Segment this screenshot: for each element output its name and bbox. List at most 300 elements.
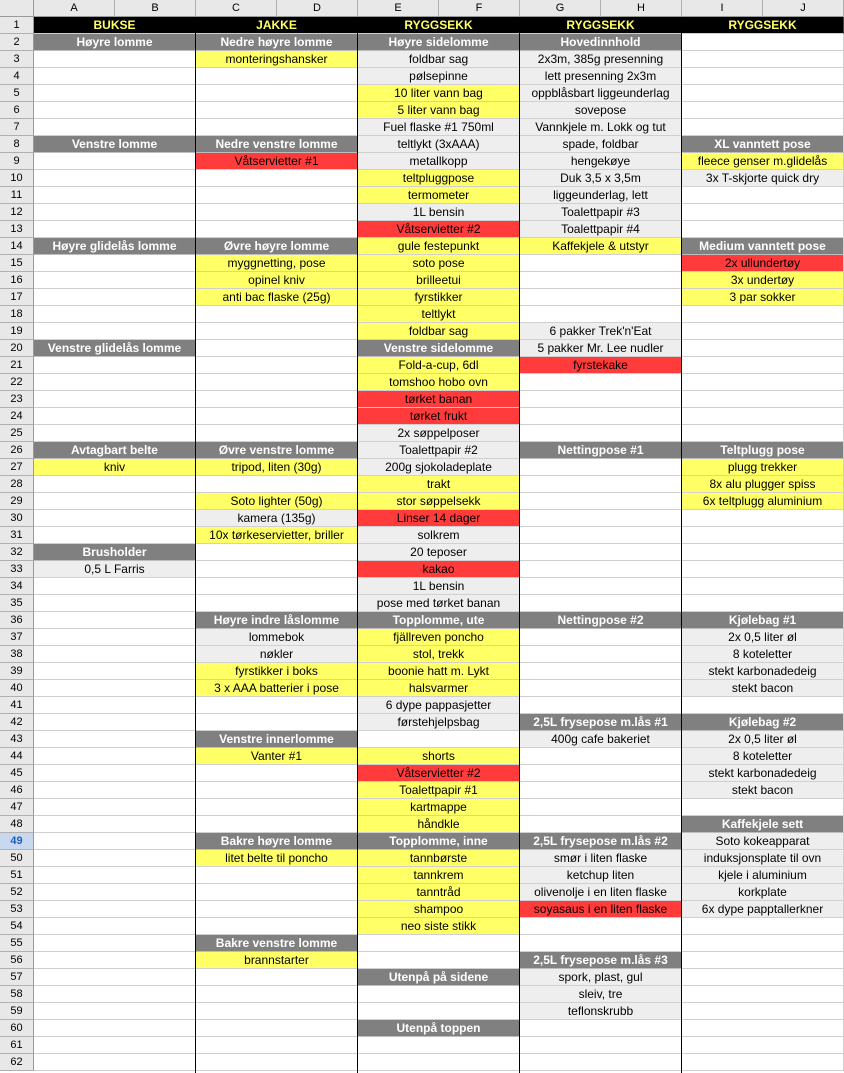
row-header-16[interactable]: 16 <box>0 272 34 289</box>
row-header-19[interactable]: 19 <box>0 323 34 340</box>
empty-cell[interactable] <box>682 323 844 340</box>
row-header-44[interactable]: 44 <box>0 748 34 765</box>
empty-cell[interactable] <box>196 697 358 714</box>
row-header-10[interactable]: 10 <box>0 170 34 187</box>
empty-cell[interactable] <box>682 986 844 1003</box>
item-cell[interactable]: kjele i aluminium <box>682 867 844 884</box>
item-cell[interactable]: 3 par sokker <box>682 289 844 306</box>
row-header-26[interactable]: 26 <box>0 442 34 459</box>
item-cell[interactable]: anti bac flaske (25g) <box>196 289 358 306</box>
empty-cell[interactable] <box>196 901 358 918</box>
item-cell[interactable]: korkplate <box>682 884 844 901</box>
row-header-42[interactable]: 42 <box>0 714 34 731</box>
item-cell[interactable]: teflonskrubb <box>520 1003 682 1020</box>
item-cell[interactable]: Kaffekjele & utstyr <box>520 238 682 255</box>
empty-cell[interactable] <box>682 340 844 357</box>
item-cell[interactable]: Fold-a-cup, 6dl <box>358 357 520 374</box>
row-header-61[interactable]: 61 <box>0 1037 34 1054</box>
section-title-cell[interactable]: Avtagbart belte <box>34 442 196 459</box>
empty-cell[interactable] <box>520 527 682 544</box>
empty-cell[interactable] <box>34 663 196 680</box>
group-header-1[interactable]: JAKKE <box>196 17 358 34</box>
empty-cell[interactable] <box>682 68 844 85</box>
item-cell[interactable]: brilleetui <box>358 272 520 289</box>
empty-cell[interactable] <box>196 374 358 391</box>
item-cell[interactable]: kniv <box>34 459 196 476</box>
item-cell[interactable]: Våtservietter #1 <box>196 153 358 170</box>
empty-cell[interactable] <box>520 765 682 782</box>
item-cell[interactable]: stekt karbonadedeig <box>682 765 844 782</box>
empty-cell[interactable] <box>682 391 844 408</box>
empty-cell[interactable] <box>682 799 844 816</box>
item-cell[interactable]: Soto lighter (50g) <box>196 493 358 510</box>
empty-cell[interactable] <box>196 170 358 187</box>
empty-cell[interactable] <box>196 85 358 102</box>
item-cell[interactable]: tannkrem <box>358 867 520 884</box>
empty-cell[interactable] <box>520 510 682 527</box>
row-header-2[interactable]: 2 <box>0 34 34 51</box>
item-cell[interactable]: 200g sjokoladeplate <box>358 459 520 476</box>
empty-cell[interactable] <box>520 1037 682 1054</box>
item-cell[interactable]: Våtservietter #2 <box>358 765 520 782</box>
row-header-22[interactable]: 22 <box>0 374 34 391</box>
item-cell[interactable]: 0,5 L Farris <box>34 561 196 578</box>
column-header-d[interactable]: D <box>277 0 358 17</box>
item-cell[interactable]: gule festepunkt <box>358 238 520 255</box>
empty-cell[interactable] <box>34 187 196 204</box>
empty-cell[interactable] <box>196 357 358 374</box>
item-cell[interactable]: tørket banan <box>358 391 520 408</box>
empty-cell[interactable] <box>682 527 844 544</box>
empty-cell[interactable] <box>520 425 682 442</box>
empty-cell[interactable] <box>34 731 196 748</box>
item-cell[interactable]: Linser 14 dager <box>358 510 520 527</box>
empty-cell[interactable] <box>682 51 844 68</box>
empty-cell[interactable] <box>682 969 844 986</box>
empty-cell[interactable] <box>34 476 196 493</box>
row-header-27[interactable]: 27 <box>0 459 34 476</box>
item-cell[interactable]: Vannkjele m. Lokk og tut <box>520 119 682 136</box>
empty-cell[interactable] <box>196 918 358 935</box>
empty-cell[interactable] <box>196 969 358 986</box>
row-header-46[interactable]: 46 <box>0 782 34 799</box>
empty-cell[interactable] <box>520 697 682 714</box>
empty-cell[interactable] <box>682 578 844 595</box>
column-header-i[interactable]: I <box>682 0 763 17</box>
item-cell[interactable]: Våtservietter #2 <box>358 221 520 238</box>
empty-cell[interactable] <box>196 408 358 425</box>
empty-cell[interactable] <box>34 578 196 595</box>
item-cell[interactable]: Toalettpapir #2 <box>358 442 520 459</box>
row-header-54[interactable]: 54 <box>0 918 34 935</box>
empty-cell[interactable] <box>196 476 358 493</box>
empty-cell[interactable] <box>196 68 358 85</box>
row-header-36[interactable]: 36 <box>0 612 34 629</box>
item-cell[interactable]: 10 liter vann bag <box>358 85 520 102</box>
row-header-58[interactable]: 58 <box>0 986 34 1003</box>
empty-cell[interactable] <box>682 425 844 442</box>
empty-cell[interactable] <box>520 748 682 765</box>
item-cell[interactable]: sleiv, tre <box>520 986 682 1003</box>
empty-cell[interactable] <box>196 1003 358 1020</box>
empty-cell[interactable] <box>34 697 196 714</box>
column-header-j[interactable]: J <box>763 0 844 17</box>
empty-cell[interactable] <box>34 1020 196 1037</box>
item-cell[interactable]: Vanter #1 <box>196 748 358 765</box>
row-header-4[interactable]: 4 <box>0 68 34 85</box>
item-cell[interactable]: fjällreven poncho <box>358 629 520 646</box>
section-title-cell[interactable]: Høyre lomme <box>34 34 196 51</box>
empty-cell[interactable] <box>520 578 682 595</box>
section-title-cell[interactable]: Teltplugg pose <box>682 442 844 459</box>
section-title-cell[interactable]: Bakre høyre lomme <box>196 833 358 850</box>
row-header-48[interactable]: 48 <box>0 816 34 833</box>
empty-cell[interactable] <box>34 272 196 289</box>
section-title-cell[interactable]: Nettingpose #2 <box>520 612 682 629</box>
empty-cell[interactable] <box>196 884 358 901</box>
item-cell[interactable]: trakt <box>358 476 520 493</box>
item-cell[interactable]: fyrstikker <box>358 289 520 306</box>
empty-cell[interactable] <box>196 1054 358 1071</box>
item-cell[interactable]: Duk 3,5 x 3,5m <box>520 170 682 187</box>
item-cell[interactable]: metallkopp <box>358 153 520 170</box>
item-cell[interactable]: soto pose <box>358 255 520 272</box>
row-header-49[interactable]: 49 <box>0 833 34 850</box>
column-header-g[interactable]: G <box>520 0 601 17</box>
row-header-52[interactable]: 52 <box>0 884 34 901</box>
item-cell[interactable]: 20 teposer <box>358 544 520 561</box>
item-cell[interactable]: førstehjelpsbag <box>358 714 520 731</box>
empty-cell[interactable] <box>34 289 196 306</box>
item-cell[interactable]: liggeunderlag, lett <box>520 187 682 204</box>
item-cell[interactable]: 10x tørkeservietter, briller <box>196 527 358 544</box>
column-header-c[interactable]: C <box>196 0 277 17</box>
item-cell[interactable]: tannbørste <box>358 850 520 867</box>
empty-cell[interactable] <box>34 153 196 170</box>
item-cell[interactable]: 6x teltplugg aluminium <box>682 493 844 510</box>
item-cell[interactable]: 2x3m, 385g presenning <box>520 51 682 68</box>
empty-cell[interactable] <box>196 544 358 561</box>
empty-cell[interactable] <box>682 1054 844 1071</box>
empty-cell[interactable] <box>358 986 520 1003</box>
group-header-2[interactable]: RYGGSEKK <box>358 17 520 34</box>
column-header-a[interactable]: A <box>34 0 115 17</box>
row-header-14[interactable]: 14 <box>0 238 34 255</box>
empty-cell[interactable] <box>682 102 844 119</box>
item-cell[interactable]: 3x T-skjorte quick dry <box>682 170 844 187</box>
empty-cell[interactable] <box>34 1054 196 1071</box>
row-header-7[interactable]: 7 <box>0 119 34 136</box>
empty-cell[interactable] <box>520 561 682 578</box>
item-cell[interactable]: opinel kniv <box>196 272 358 289</box>
empty-cell[interactable] <box>34 952 196 969</box>
item-cell[interactable]: halsvarmer <box>358 680 520 697</box>
empty-cell[interactable] <box>34 612 196 629</box>
item-cell[interactable]: brannstarter <box>196 952 358 969</box>
empty-cell[interactable] <box>196 102 358 119</box>
empty-cell[interactable] <box>358 1003 520 1020</box>
item-cell[interactable]: stekt bacon <box>682 680 844 697</box>
empty-cell[interactable] <box>682 935 844 952</box>
empty-cell[interactable] <box>520 918 682 935</box>
item-cell[interactable]: lommebok <box>196 629 358 646</box>
empty-cell[interactable] <box>196 714 358 731</box>
empty-cell[interactable] <box>34 867 196 884</box>
empty-cell[interactable] <box>682 918 844 935</box>
section-title-cell[interactable]: Brusholder <box>34 544 196 561</box>
row-header-57[interactable]: 57 <box>0 969 34 986</box>
row-header-40[interactable]: 40 <box>0 680 34 697</box>
row-header-1[interactable]: 1 <box>0 17 34 34</box>
row-header-50[interactable]: 50 <box>0 850 34 867</box>
item-cell[interactable]: soyasaus i en liten flaske <box>520 901 682 918</box>
empty-cell[interactable] <box>520 476 682 493</box>
empty-cell[interactable] <box>682 595 844 612</box>
empty-cell[interactable] <box>196 765 358 782</box>
row-header-23[interactable]: 23 <box>0 391 34 408</box>
empty-cell[interactable] <box>196 816 358 833</box>
empty-cell[interactable] <box>34 765 196 782</box>
row-header-30[interactable]: 30 <box>0 510 34 527</box>
item-cell[interactable]: kamera (135g) <box>196 510 358 527</box>
row-header-13[interactable]: 13 <box>0 221 34 238</box>
item-cell[interactable]: litet belte til poncho <box>196 850 358 867</box>
empty-cell[interactable] <box>34 986 196 1003</box>
section-title-cell[interactable]: Venstre lomme <box>34 136 196 153</box>
row-header-20[interactable]: 20 <box>0 340 34 357</box>
section-title-cell[interactable]: Medium vanntett pose <box>682 238 844 255</box>
item-cell[interactable]: solkrem <box>358 527 520 544</box>
empty-cell[interactable] <box>682 510 844 527</box>
empty-cell[interactable] <box>196 425 358 442</box>
item-cell[interactable]: 5 pakker Mr. Lee nudler <box>520 340 682 357</box>
empty-cell[interactable] <box>520 629 682 646</box>
row-header-28[interactable]: 28 <box>0 476 34 493</box>
item-cell[interactable]: Toalettpapir #4 <box>520 221 682 238</box>
empty-cell[interactable] <box>34 680 196 697</box>
empty-cell[interactable] <box>34 714 196 731</box>
item-cell[interactable]: 3 x AAA batterier i pose <box>196 680 358 697</box>
row-header-43[interactable]: 43 <box>0 731 34 748</box>
item-cell[interactable]: stol, trekk <box>358 646 520 663</box>
item-cell[interactable]: 6 dype pappasjetter <box>358 697 520 714</box>
empty-cell[interactable] <box>520 306 682 323</box>
row-header-3[interactable]: 3 <box>0 51 34 68</box>
item-cell[interactable]: teltlykt <box>358 306 520 323</box>
section-title-cell[interactable]: Nettingpose #1 <box>520 442 682 459</box>
empty-cell[interactable] <box>34 51 196 68</box>
empty-cell[interactable] <box>196 578 358 595</box>
item-cell[interactable]: Fuel flaske #1 750ml <box>358 119 520 136</box>
empty-cell[interactable] <box>682 374 844 391</box>
item-cell[interactable]: shorts <box>358 748 520 765</box>
empty-cell[interactable] <box>520 391 682 408</box>
item-cell[interactable]: oppblåsbart liggeunderlag <box>520 85 682 102</box>
row-header-62[interactable]: 62 <box>0 1054 34 1071</box>
section-title-cell[interactable]: Kaffekjele sett <box>682 816 844 833</box>
group-header-3[interactable]: RYGGSEKK <box>520 17 682 34</box>
empty-cell[interactable] <box>34 102 196 119</box>
empty-cell[interactable] <box>520 408 682 425</box>
item-cell[interactable]: foldbar sag <box>358 323 520 340</box>
row-header-29[interactable]: 29 <box>0 493 34 510</box>
empty-cell[interactable] <box>34 323 196 340</box>
item-cell[interactable]: Toalettpapir #3 <box>520 204 682 221</box>
column-header-b[interactable]: B <box>115 0 196 17</box>
empty-cell[interactable] <box>196 204 358 221</box>
empty-cell[interactable] <box>196 340 358 357</box>
item-cell[interactable]: boonie hatt m. Lykt <box>358 663 520 680</box>
item-cell[interactable]: spade, foldbar <box>520 136 682 153</box>
empty-cell[interactable] <box>34 510 196 527</box>
empty-cell[interactable] <box>520 816 682 833</box>
item-cell[interactable]: stekt karbonadedeig <box>682 663 844 680</box>
item-cell[interactable]: tripod, liten (30g) <box>196 459 358 476</box>
empty-cell[interactable] <box>34 884 196 901</box>
empty-cell[interactable] <box>34 204 196 221</box>
item-cell[interactable]: nøkler <box>196 646 358 663</box>
empty-cell[interactable] <box>196 782 358 799</box>
row-header-53[interactable]: 53 <box>0 901 34 918</box>
row-header-24[interactable]: 24 <box>0 408 34 425</box>
section-title-cell[interactable]: Utenpå på sidene <box>358 969 520 986</box>
row-header-31[interactable]: 31 <box>0 527 34 544</box>
section-title-cell[interactable]: Venstre innerlomme <box>196 731 358 748</box>
section-title-cell[interactable]: Kjølebag #1 <box>682 612 844 629</box>
item-cell[interactable]: induksjonsplate til ovn <box>682 850 844 867</box>
item-cell[interactable]: tomshoo hobo ovn <box>358 374 520 391</box>
empty-cell[interactable] <box>358 935 520 952</box>
row-header-60[interactable]: 60 <box>0 1020 34 1037</box>
item-cell[interactable]: sovepose <box>520 102 682 119</box>
row-header-18[interactable]: 18 <box>0 306 34 323</box>
empty-cell[interactable] <box>520 799 682 816</box>
row-header-25[interactable]: 25 <box>0 425 34 442</box>
row-header-39[interactable]: 39 <box>0 663 34 680</box>
section-title-cell[interactable]: Nedre venstre lomme <box>196 136 358 153</box>
row-header-34[interactable]: 34 <box>0 578 34 595</box>
empty-cell[interactable] <box>34 646 196 663</box>
empty-cell[interactable] <box>34 425 196 442</box>
empty-cell[interactable] <box>682 204 844 221</box>
empty-cell[interactable] <box>34 408 196 425</box>
empty-cell[interactable] <box>34 493 196 510</box>
empty-cell[interactable] <box>196 221 358 238</box>
empty-cell[interactable] <box>520 1054 682 1071</box>
section-title-cell[interactable]: 2,5L frysepose m.lås #3 <box>520 952 682 969</box>
empty-cell[interactable] <box>682 1037 844 1054</box>
empty-cell[interactable] <box>34 374 196 391</box>
section-title-cell[interactable]: Utenpå toppen <box>358 1020 520 1037</box>
empty-cell[interactable] <box>196 1037 358 1054</box>
item-cell[interactable]: 2x søppelposer <box>358 425 520 442</box>
empty-cell[interactable] <box>682 119 844 136</box>
empty-cell[interactable] <box>34 221 196 238</box>
empty-cell[interactable] <box>682 187 844 204</box>
section-title-cell[interactable]: Nedre høyre lomme <box>196 34 358 51</box>
empty-cell[interactable] <box>196 561 358 578</box>
empty-cell[interactable] <box>34 748 196 765</box>
empty-cell[interactable] <box>358 952 520 969</box>
item-cell[interactable]: 2x 0,5 liter øl <box>682 731 844 748</box>
row-header-51[interactable]: 51 <box>0 867 34 884</box>
empty-cell[interactable] <box>358 1054 520 1071</box>
row-header-17[interactable]: 17 <box>0 289 34 306</box>
empty-cell[interactable] <box>520 646 682 663</box>
item-cell[interactable]: teltpluggpose <box>358 170 520 187</box>
empty-cell[interactable] <box>520 289 682 306</box>
row-header-56[interactable]: 56 <box>0 952 34 969</box>
empty-cell[interactable] <box>34 850 196 867</box>
section-title-cell[interactable]: Kjølebag #2 <box>682 714 844 731</box>
item-cell[interactable]: monteringshansker <box>196 51 358 68</box>
item-cell[interactable]: pose med tørket banan <box>358 595 520 612</box>
empty-cell[interactable] <box>34 901 196 918</box>
item-cell[interactable]: pølsepinne <box>358 68 520 85</box>
column-header-h[interactable]: H <box>601 0 682 17</box>
empty-cell[interactable] <box>196 187 358 204</box>
empty-cell[interactable] <box>682 85 844 102</box>
empty-cell[interactable] <box>196 119 358 136</box>
empty-cell[interactable] <box>520 272 682 289</box>
item-cell[interactable]: lett presenning 2x3m <box>520 68 682 85</box>
item-cell[interactable]: tanntråd <box>358 884 520 901</box>
item-cell[interactable]: ketchup liten <box>520 867 682 884</box>
empty-cell[interactable] <box>682 221 844 238</box>
empty-cell[interactable] <box>682 1003 844 1020</box>
empty-cell[interactable] <box>520 255 682 272</box>
row-header-55[interactable]: 55 <box>0 935 34 952</box>
item-cell[interactable]: 8 koteletter <box>682 646 844 663</box>
empty-cell[interactable] <box>520 663 682 680</box>
empty-cell[interactable] <box>196 323 358 340</box>
item-cell[interactable]: 5 liter vann bag <box>358 102 520 119</box>
item-cell[interactable]: neo siste stikk <box>358 918 520 935</box>
empty-cell[interactable] <box>34 357 196 374</box>
empty-cell[interactable] <box>520 595 682 612</box>
group-header-4[interactable]: RYGGSEKK <box>682 17 844 34</box>
empty-cell[interactable] <box>682 306 844 323</box>
empty-cell[interactable] <box>34 85 196 102</box>
item-cell[interactable]: fyrstekake <box>520 357 682 374</box>
item-cell[interactable]: 8x alu plugger spiss <box>682 476 844 493</box>
row-header-12[interactable]: 12 <box>0 204 34 221</box>
row-header-32[interactable]: 32 <box>0 544 34 561</box>
section-title-cell[interactable]: Bakre venstre lomme <box>196 935 358 952</box>
item-cell[interactable]: 400g cafe bakeriet <box>520 731 682 748</box>
empty-cell[interactable] <box>34 799 196 816</box>
empty-cell[interactable] <box>520 544 682 561</box>
item-cell[interactable]: plugg trekker <box>682 459 844 476</box>
empty-cell[interactable] <box>196 986 358 1003</box>
empty-cell[interactable] <box>34 918 196 935</box>
empty-cell[interactable] <box>682 697 844 714</box>
item-cell[interactable]: 2x 0,5 liter øl <box>682 629 844 646</box>
section-title-cell[interactable]: Øvre venstre lomme <box>196 442 358 459</box>
item-cell[interactable]: olivenolje i en liten flaske <box>520 884 682 901</box>
section-title-cell[interactable]: XL vanntett pose <box>682 136 844 153</box>
empty-cell[interactable] <box>34 833 196 850</box>
column-header-e[interactable]: E <box>358 0 439 17</box>
item-cell[interactable]: shampoo <box>358 901 520 918</box>
item-cell[interactable]: termometer <box>358 187 520 204</box>
empty-cell[interactable] <box>34 255 196 272</box>
item-cell[interactable]: håndkle <box>358 816 520 833</box>
empty-cell[interactable] <box>196 799 358 816</box>
item-cell[interactable]: teltlykt (3xAAA) <box>358 136 520 153</box>
empty-cell[interactable] <box>682 357 844 374</box>
item-cell[interactable]: Toalettpapir #1 <box>358 782 520 799</box>
